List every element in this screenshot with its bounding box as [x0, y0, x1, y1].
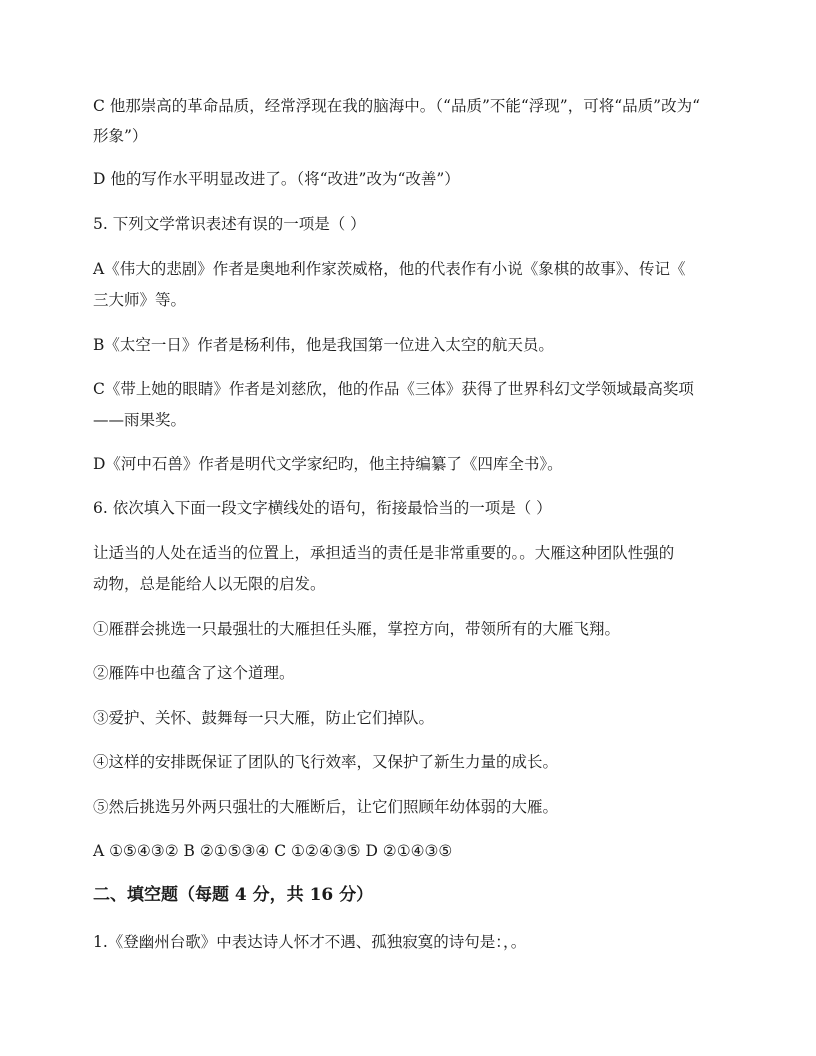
q6-passage-line2: 动物，总是能给人以无限的启发。: [93, 575, 326, 593]
q6-sentence-1: ①雁群会挑选一只最强壮的大雁担任头雁，掌控方向，带领所有的大雁飞翔。: [93, 620, 621, 638]
option-c-question4-line2: 形象”）: [93, 127, 148, 145]
q5-option-d: D《河中石兽》作者是明代文学家纪昀，他主持编纂了《四库全书》。: [93, 455, 563, 473]
section-heading-fill-in: 二、填空题（每题 4 分，共 16 分）: [93, 885, 374, 905]
q5-option-b: B《太空一日》作者是杨利伟，他是我国第一位进入太空的航天员。: [93, 336, 554, 354]
q6-sentence-5: ⑤然后挑选另外两只强壮的大雁断后，让它们照顾年幼体弱的大雁。: [93, 798, 559, 816]
q5-option-a-line2: 三大师》等。: [93, 291, 187, 309]
q5-option-c-line1: C《带上她的眼睛》作者是刘慈欣，他的作品《三体》获得了世界科幻文学领域最高奖项: [93, 380, 694, 398]
question-6-stem: 6. 依次填入下面一段文字横线处的语句，衔接最恰当的一项是（ ）: [93, 499, 552, 517]
q6-answer-options: A ①⑤④③② B ②①⑤③④ C ①②④③⑤ D ②①④③⑤: [93, 842, 453, 860]
q6-sentence-2: ②雁阵中也蕴含了这个道理。: [93, 664, 295, 682]
q6-sentence-4: ④这样的安排既保证了团队的飞行效率，又保护了新生力量的成长。: [93, 753, 559, 771]
question-5-stem: 5. 下列文学常识表述有误的一项是（ ）: [93, 215, 366, 233]
q6-passage-line1: 让适当的人处在适当的位置上，承担适当的责任是非常重要的。。大雁这种团队性强的: [93, 544, 675, 562]
q6-sentence-3: ③爱护、关怀、鼓舞每一只大雁，防止它们掉队。: [93, 709, 435, 727]
fill-in-question-1: 1.《登幽州台歌》中表达诗人怀才不遇、孤独寂寞的诗句是：，。: [93, 933, 527, 951]
option-c-question4-line1: C 他那崇高的革命品质，经常浮现在我的脑海中。（“品质”不能“浮现”，可将“品质”改为“: [93, 97, 701, 115]
q5-option-a-line1: A《伟大的悲剧》作者是奥地利作家茨威格，他的代表作有小说《象棋的故事》、传记《: [93, 260, 686, 278]
q5-option-c-line2: ——雨果奖。: [93, 411, 187, 429]
option-d-question4: D 他的写作水平明显改进了。（将“改进”改为“改善”）: [93, 170, 460, 188]
